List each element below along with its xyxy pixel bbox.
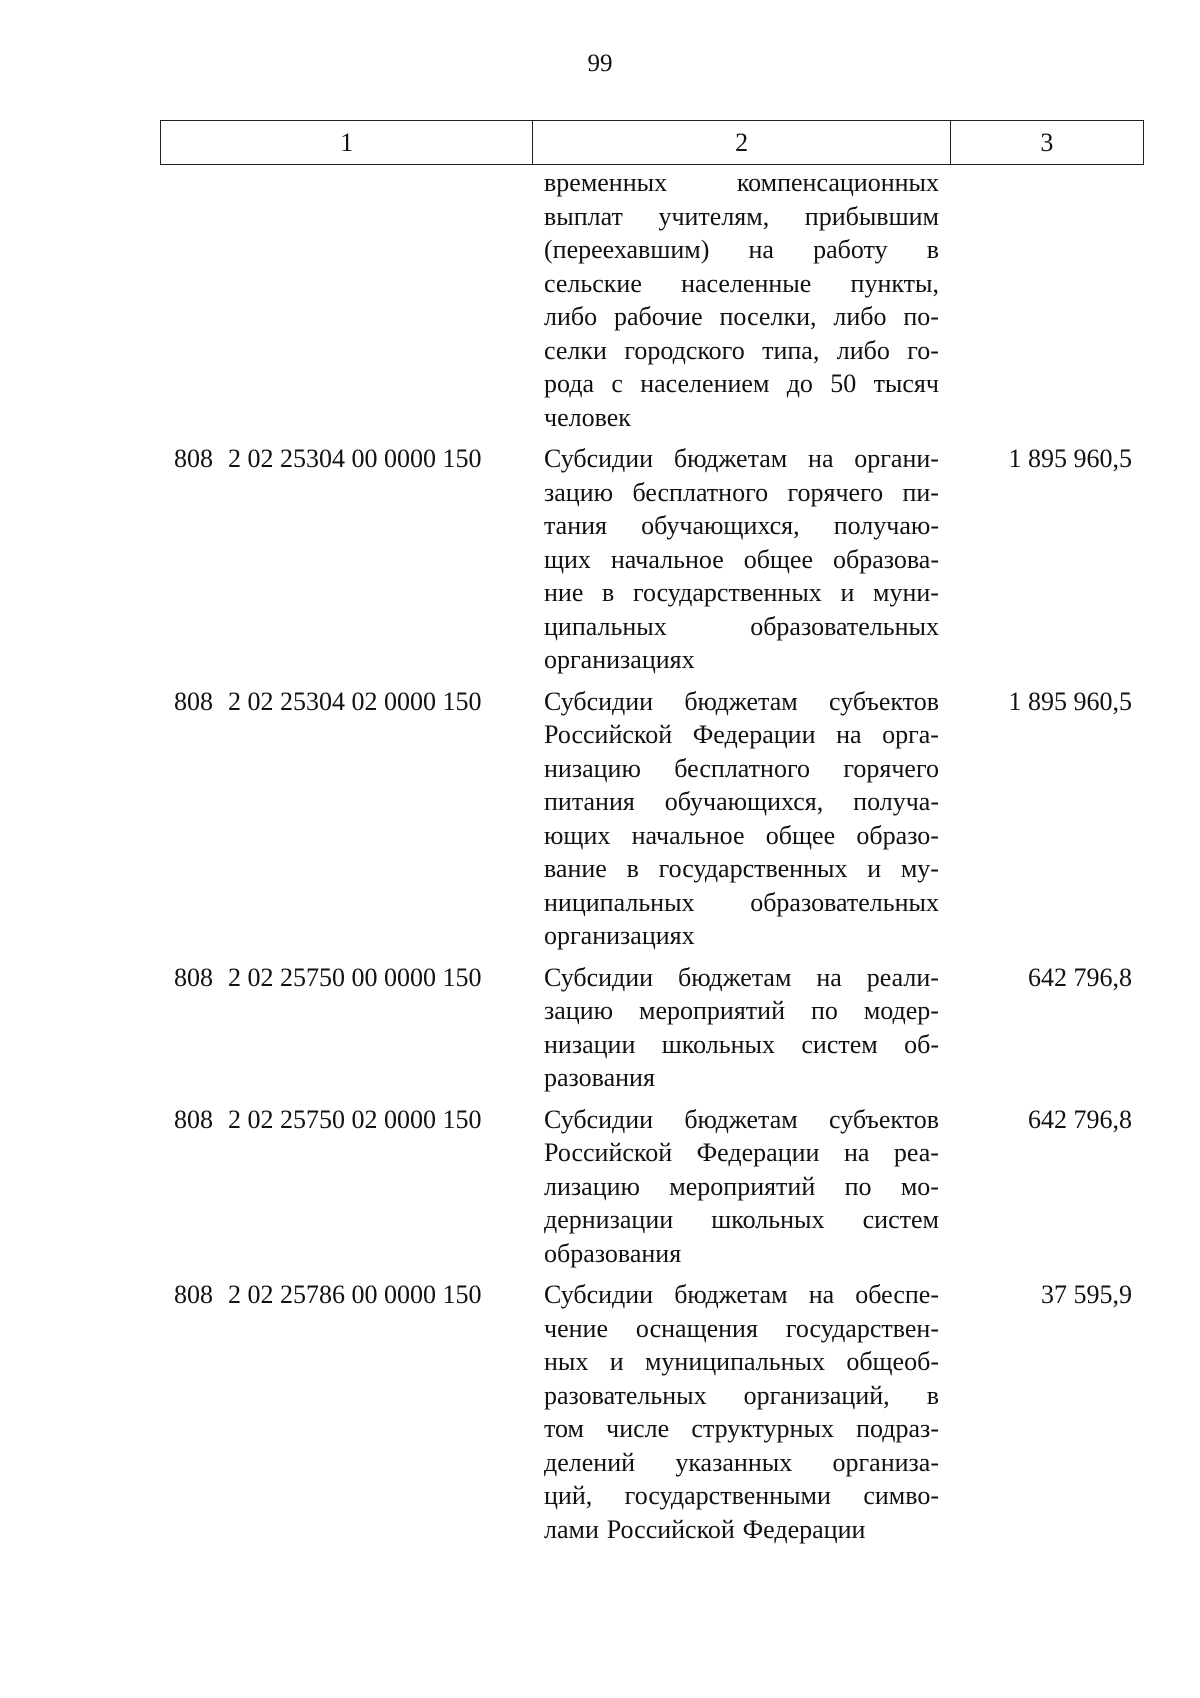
income-name-line: Российской Федерации на орга- bbox=[544, 720, 939, 749]
income-name-line: питания обучающихся, получа- bbox=[544, 787, 939, 816]
income-name-line: ние в государственных и муни- bbox=[544, 578, 939, 607]
budget-table bbox=[160, 120, 1144, 1546]
income-name-line: образования bbox=[544, 1238, 682, 1268]
income-name-line: выплат учителям, прибывшим bbox=[544, 201, 939, 231]
table-row bbox=[160, 1103, 1144, 1271]
income-name-line: ципальных образовательных bbox=[544, 611, 939, 641]
amount-cell bbox=[951, 166, 1144, 434]
income-name-line: том числе структурных подраз- bbox=[544, 1414, 939, 1443]
income-name-line: вание в государственных и му- bbox=[544, 854, 939, 883]
admin-code-cell: 808 bbox=[174, 962, 213, 992]
income-name-cell bbox=[533, 442, 951, 677]
income-name-line: человек bbox=[544, 402, 631, 432]
income-name-line: разования bbox=[544, 1063, 655, 1092]
income-name-line: щих начальное общее образова- bbox=[544, 544, 939, 574]
income-name-line: организациях bbox=[544, 921, 695, 950]
income-name-line: низацию бесплатного горячего bbox=[544, 753, 939, 783]
income-name-line: лизацию мероприятий по мо- bbox=[544, 1171, 939, 1201]
income-code-cell: 2 02 25750 02 0000 150 bbox=[228, 1104, 482, 1134]
income-name-line: зацию мероприятий по модер- bbox=[544, 996, 939, 1025]
table-row bbox=[160, 442, 1144, 677]
income-name-cell bbox=[533, 166, 951, 434]
income-name-line: ниципальных образовательных bbox=[544, 887, 939, 917]
income-name-line: зацию бесплатного горячего пи- bbox=[544, 477, 939, 507]
income-name-cell bbox=[533, 1103, 951, 1271]
income-name-line: селки городского типа, либо го- bbox=[544, 335, 939, 365]
income-code-cell: 2 02 25304 00 0000 150 bbox=[228, 444, 482, 473]
amount-cell: 642 796,8 bbox=[1028, 962, 1132, 992]
income-name-line: временных компенсационных bbox=[544, 168, 939, 197]
income-name-line: ющих начальное общее образо- bbox=[544, 820, 939, 850]
table-row bbox=[160, 685, 1144, 953]
income-name-cell bbox=[533, 961, 951, 1095]
income-name-line: Российской Федерации на реа- bbox=[544, 1138, 939, 1167]
income-name-line: Субсидии бюджетам на реали- bbox=[544, 962, 939, 992]
table-row bbox=[160, 1278, 1144, 1546]
income-name-line: сельские населенные пункты, bbox=[544, 268, 939, 298]
admin-code-cell: 808 bbox=[174, 1104, 213, 1134]
admin-code-cell: 808 bbox=[174, 1280, 213, 1309]
income-name-line: организациях bbox=[544, 645, 695, 674]
income-code-cell: 2 02 25786 00 0000 150 bbox=[228, 1280, 482, 1309]
income-name-line: Субсидии бюджетам субъектов bbox=[544, 686, 939, 716]
table-header-row bbox=[160, 120, 1144, 165]
amount-cell: 37 595,9 bbox=[1041, 1280, 1132, 1309]
income-code-cell: 2 02 25304 02 0000 150 bbox=[228, 686, 482, 716]
income-name-line: дернизации школьных систем bbox=[544, 1205, 939, 1234]
income-name-line: ных и муниципальных общеоб- bbox=[544, 1347, 939, 1376]
amount-cell: 1 895 960,5 bbox=[1008, 444, 1132, 473]
income-name-line: чение оснащения государствен- bbox=[544, 1313, 939, 1343]
header-cell-3: 3 bbox=[950, 121, 1143, 164]
income-name-line: лами Российской Федерации bbox=[544, 1514, 866, 1544]
income-name-line: рода с населением до 50 тысяч bbox=[544, 369, 939, 398]
income-name-line: тания обучающихся, получаю- bbox=[544, 511, 939, 540]
admin-code-cell bbox=[160, 166, 222, 434]
amount-cell: 642 796,8 bbox=[1028, 1104, 1132, 1134]
income-code-cell bbox=[222, 166, 533, 434]
income-name-line: либо рабочие поселки, либо по- bbox=[544, 302, 939, 331]
income-name-cell bbox=[533, 1278, 951, 1546]
income-name-line: (переехавшим) на работу в bbox=[544, 235, 939, 264]
header-cell-2: 2 bbox=[532, 121, 949, 164]
admin-code-cell: 808 bbox=[174, 686, 213, 716]
income-name-cell bbox=[533, 685, 951, 953]
income-name-line: Субсидии бюджетам субъектов bbox=[544, 1104, 939, 1134]
header-cell-1: 1 bbox=[340, 127, 354, 157]
income-name-line: Субсидии бюджетам на органи- bbox=[544, 444, 939, 473]
income-name-line: низации школьных систем об- bbox=[544, 1029, 939, 1059]
income-name-line: Субсидии бюджетам на обеспе- bbox=[544, 1280, 939, 1309]
income-code-cell: 2 02 25750 00 0000 150 bbox=[228, 962, 482, 992]
table-row bbox=[160, 166, 1144, 434]
income-name-line: делений указанных организа- bbox=[544, 1447, 939, 1477]
amount-cell: 1 895 960,5 bbox=[1008, 686, 1132, 716]
admin-code-cell: 808 bbox=[174, 444, 213, 473]
page-number: 99 bbox=[587, 50, 613, 77]
table-row bbox=[160, 961, 1144, 1095]
income-name-line: разовательных организаций, в bbox=[544, 1380, 939, 1410]
table-body bbox=[160, 166, 1144, 1546]
income-name-line: ций, государственными симво- bbox=[544, 1481, 939, 1510]
